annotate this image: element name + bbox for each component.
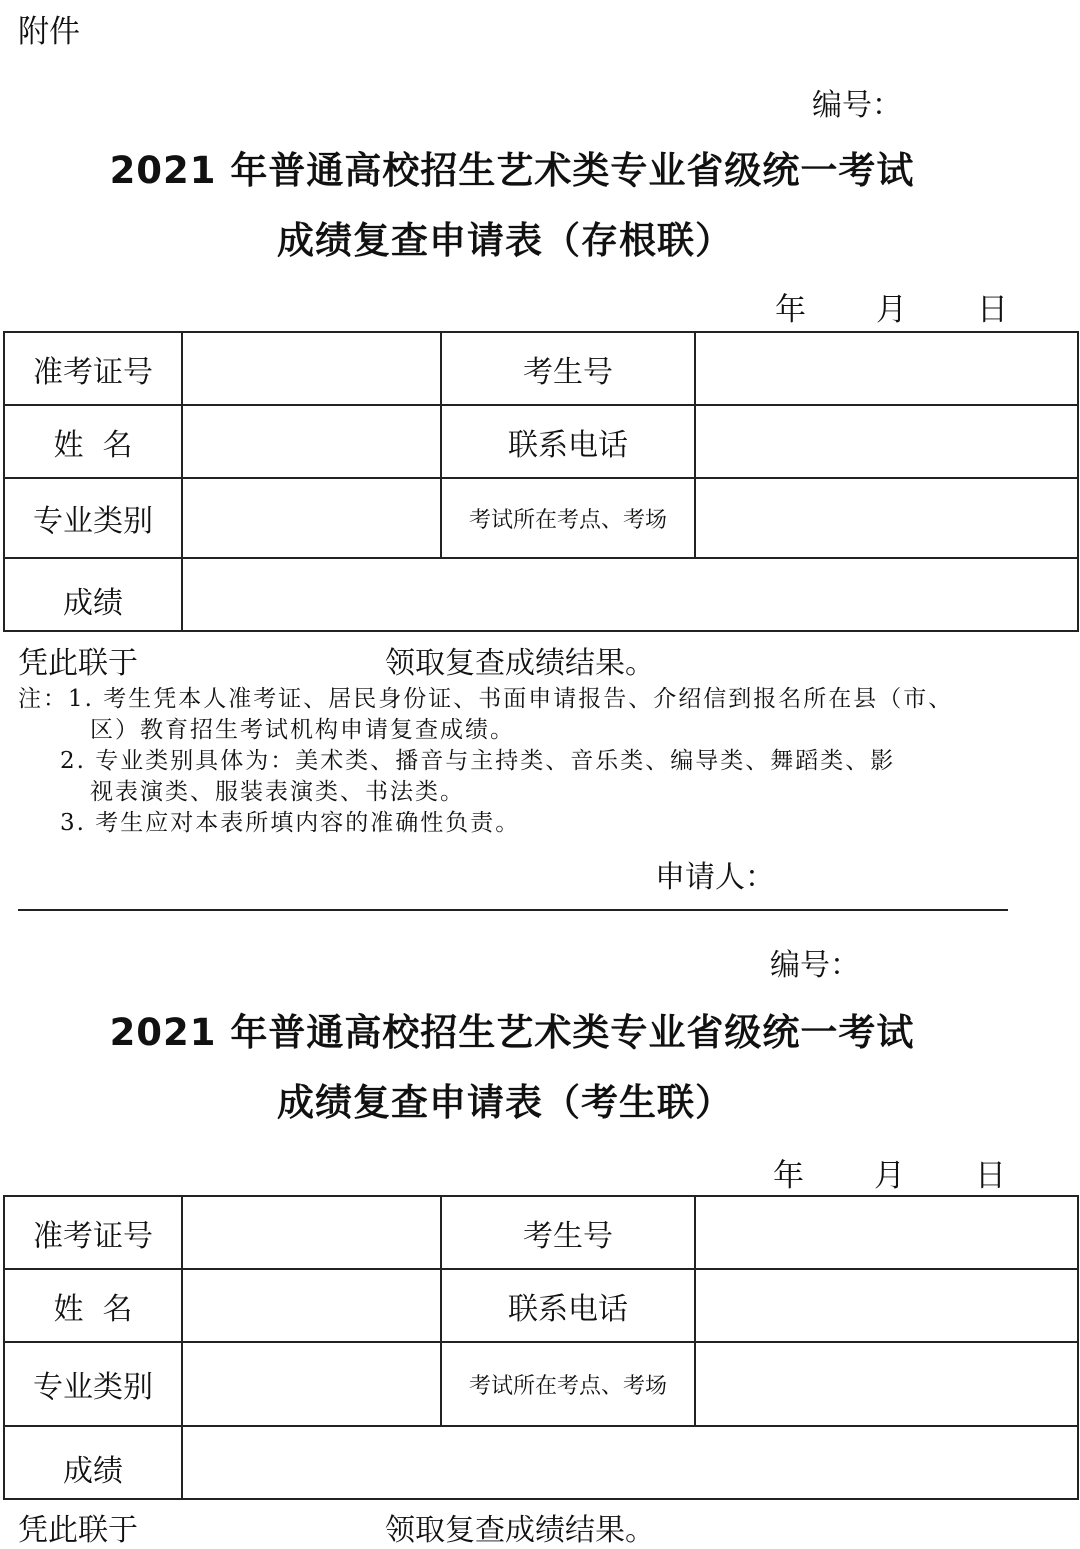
label-phone: 联系电话 xyxy=(441,1269,695,1342)
serial-number-label: 编号： xyxy=(812,88,902,123)
serial-number-label: 编号： xyxy=(770,948,860,983)
label-admission-ticket: 准考证号 xyxy=(4,332,182,405)
field-admission-ticket[interactable] xyxy=(182,332,441,405)
note-3: 3. 考生应对本表所填内容的准确性负责。 xyxy=(60,810,521,836)
label-admission-ticket: 准考证号 xyxy=(4,1196,182,1269)
label-phone: 联系电话 xyxy=(441,405,695,478)
score-review-form-candidate xyxy=(3,1195,1079,1500)
label-score: 成绩 xyxy=(4,1426,182,1499)
label-name: 姓 名 xyxy=(4,1269,182,1342)
field-name[interactable] xyxy=(182,405,441,478)
field-phone[interactable] xyxy=(695,405,1078,478)
field-major-category[interactable] xyxy=(182,1342,441,1426)
date-line xyxy=(773,1150,1006,1195)
label-name: 姓 名 xyxy=(4,405,182,478)
date-month: 月 xyxy=(874,1158,905,1194)
form-title-line2: 成绩复查申请表（考生联） xyxy=(277,1081,733,1124)
applicant-label: 申请人： xyxy=(655,860,775,895)
collect-prefix: 凭此联于 xyxy=(18,1513,138,1548)
date-line xyxy=(775,284,1008,329)
note-1-line1: 注：1. 考生凭本人准考证、居民身份证、书面申请报告、介绍信到报名所在县（市、 xyxy=(18,686,954,712)
collect-prefix: 凭此联于 xyxy=(18,646,138,681)
field-phone[interactable] xyxy=(695,1269,1078,1342)
label-major-category: 专业类别 xyxy=(4,1342,182,1426)
date-day: 日 xyxy=(977,292,1008,328)
note-2-line1: 2. 专业类别具体为：美术类、播音与主持类、音乐类、编导类、舞蹈类、影 xyxy=(60,748,896,774)
label-exam-site: 考试所在考点、考场 xyxy=(441,1342,695,1426)
field-exam-site[interactable] xyxy=(695,1342,1078,1426)
score-review-form-stub xyxy=(3,331,1079,632)
note-2-line2: 视表演类、服装表演类、书法类。 xyxy=(90,779,465,805)
collect-suffix: 领取复查成绩结果。 xyxy=(385,1513,655,1548)
date-month: 月 xyxy=(876,292,907,328)
date-year: 年 xyxy=(775,292,806,328)
label-candidate-number: 考生号 xyxy=(441,332,695,405)
cut-line-divider xyxy=(18,909,1008,911)
field-major-category[interactable] xyxy=(182,478,441,558)
field-candidate-number[interactable] xyxy=(695,1196,1078,1269)
label-candidate-number: 考生号 xyxy=(441,1196,695,1269)
date-day: 日 xyxy=(975,1158,1006,1194)
label-exam-site: 考试所在考点、考场 xyxy=(441,478,695,558)
form-title-line2: 成绩复查申请表（存根联） xyxy=(277,219,733,262)
field-score[interactable] xyxy=(182,558,1078,631)
label-score: 成绩 xyxy=(4,558,182,631)
note-1-line2: 区）教育招生考试机构申请复查成绩。 xyxy=(90,717,515,743)
collect-suffix: 领取复查成绩结果。 xyxy=(385,646,655,681)
form-title-line1: 2021 年普通高校招生艺术类专业省级统一考试 xyxy=(109,1011,915,1054)
attachment-label: 附件 xyxy=(18,14,80,50)
field-name[interactable] xyxy=(182,1269,441,1342)
date-year: 年 xyxy=(773,1158,804,1194)
field-exam-site[interactable] xyxy=(695,478,1078,558)
form-title-line1: 2021 年普通高校招生艺术类专业省级统一考试 xyxy=(109,149,915,192)
field-admission-ticket[interactable] xyxy=(182,1196,441,1269)
label-major-category: 专业类别 xyxy=(4,478,182,558)
field-score[interactable] xyxy=(182,1426,1078,1499)
field-candidate-number[interactable] xyxy=(695,332,1078,405)
